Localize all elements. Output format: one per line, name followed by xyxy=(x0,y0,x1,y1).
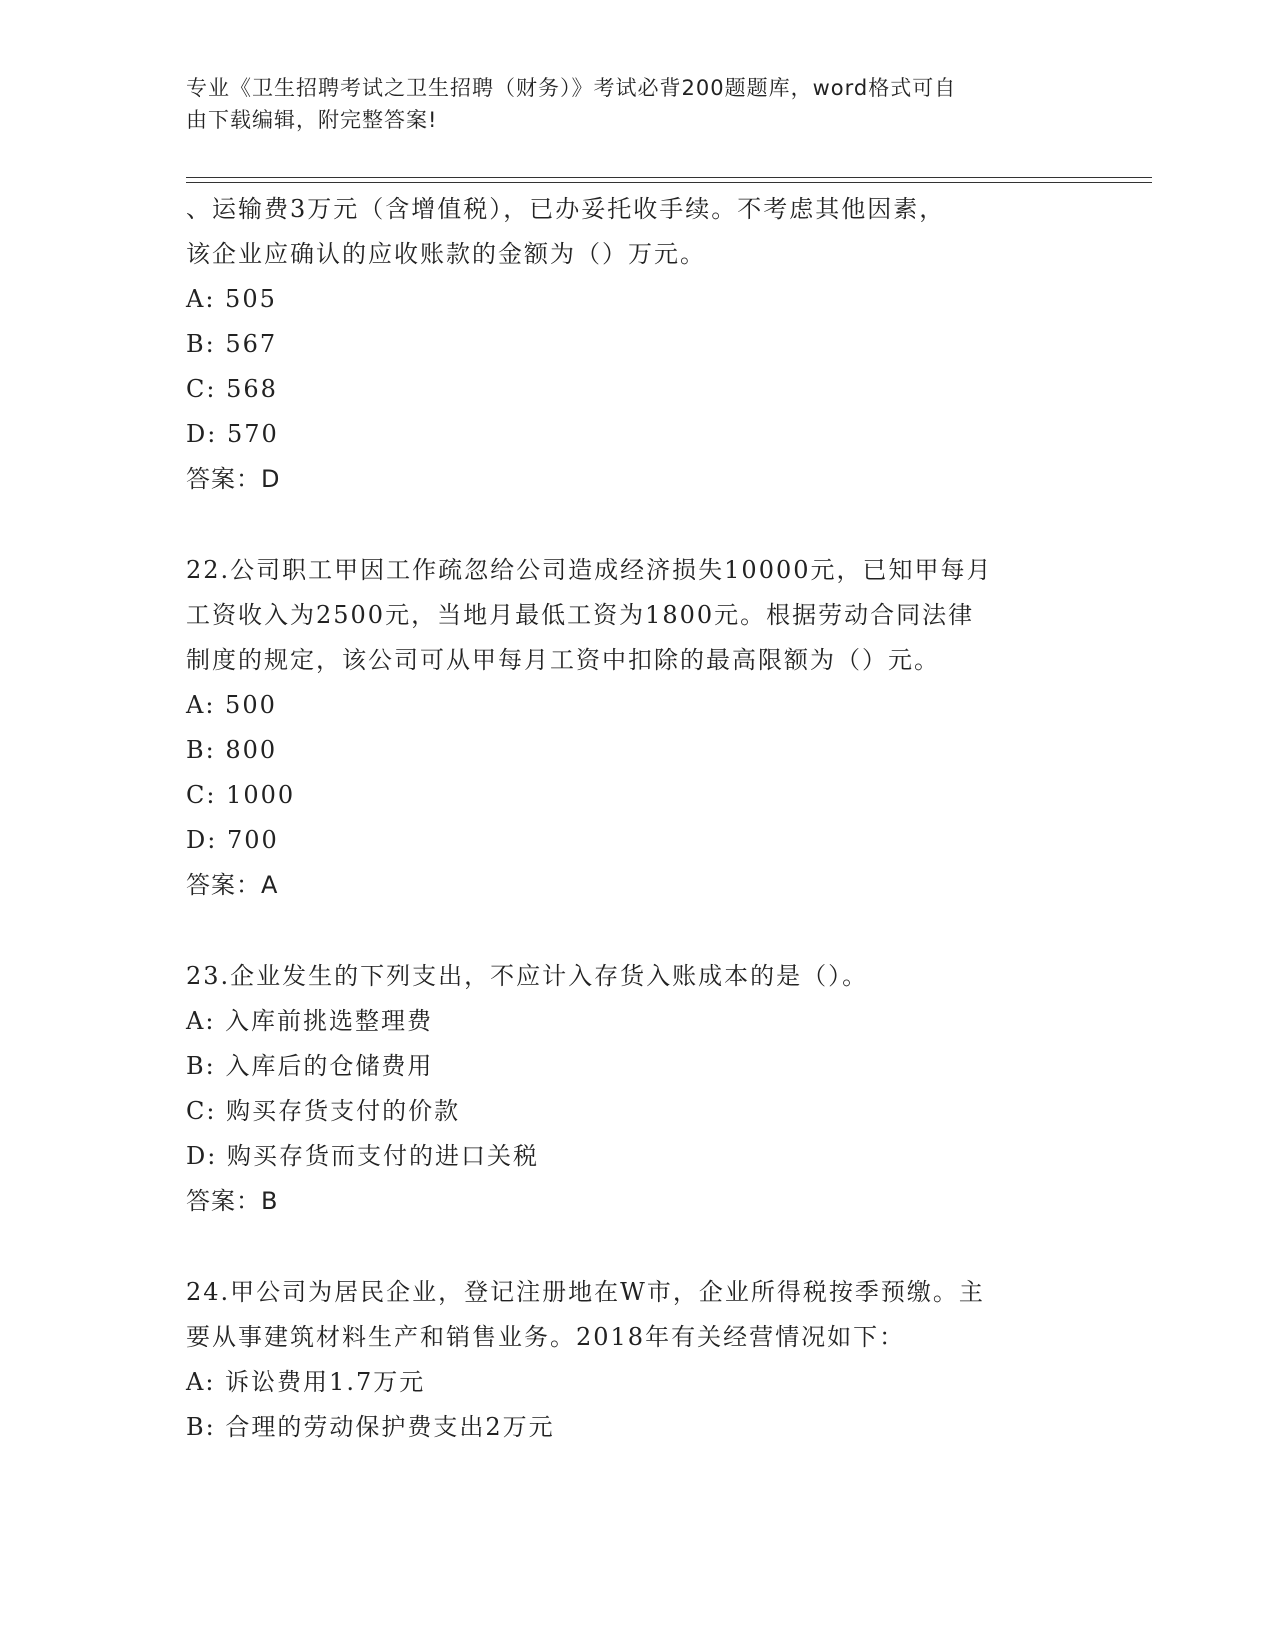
question-24 xyxy=(186,1270,1086,1450)
question-22-option-b: B: 800 xyxy=(186,736,278,764)
question-24-option-a: A: 诉讼费用1.7万元 xyxy=(186,1368,426,1396)
question-22-option-a: A: 500 xyxy=(186,691,277,719)
question-21-text-line-1: 、运输费3万元（含增值税），已办妥托收手续。不考虑其他因素， xyxy=(186,195,946,223)
question-21-option-c: C: 568 xyxy=(186,375,278,403)
question-22-text-line-3: 制度的规定，该公司可从甲每月工资中扣除的最高限额为（）元。 xyxy=(186,646,940,674)
document-header xyxy=(186,72,1066,136)
question-21-option-a: A: 505 xyxy=(186,285,277,313)
question-22-text-line-1: 22.公司职工甲因工作疏忽给公司造成经济损失10000元，已知甲每月 xyxy=(186,556,993,584)
header-line-2: 由下载编辑，附完整答案! xyxy=(186,108,438,132)
question-23-option-a: A: 入库前挑选整理费 xyxy=(186,1007,434,1035)
question-22-answer: 答案：A xyxy=(186,871,279,899)
question-24-text-line-2: 要从事建筑材料生产和销售业务。2018年有关经营情况如下： xyxy=(186,1323,906,1351)
question-21-text-line-2: 该企业应确认的应收账款的金额为（）万元。 xyxy=(186,240,706,268)
question-22-option-c: C: 1000 xyxy=(186,781,296,809)
header-rule-bottom xyxy=(186,182,1152,183)
question-21 xyxy=(186,187,1086,501)
question-23-option-c: C: 购买存货支付的价款 xyxy=(186,1097,461,1125)
question-23-option-d: D: 购买存货而支付的进口关税 xyxy=(186,1142,539,1170)
question-24-text-line-1: 24.甲公司为居民企业，登记注册地在W市，企业所得税按季预缴。主 xyxy=(186,1278,985,1306)
question-23-text-line-1: 23.企业发生的下列支出，不应计入存货入账成本的是（）。 xyxy=(186,962,869,990)
question-21-answer: 答案：D xyxy=(186,465,281,493)
question-21-option-b: B: 567 xyxy=(186,330,278,358)
document-body xyxy=(186,187,1086,1450)
spacer xyxy=(186,907,1086,954)
question-23-option-b: B: 入库后的仓储费用 xyxy=(186,1052,434,1080)
question-23-answer: 答案：B xyxy=(186,1187,279,1215)
question-23 xyxy=(186,954,1086,1223)
spacer xyxy=(186,501,1086,548)
question-22-option-d: D: 700 xyxy=(186,826,279,854)
header-rule-top xyxy=(186,177,1152,178)
question-21-option-d: D: 570 xyxy=(186,420,279,448)
question-22-text-line-2: 工资收入为2500元，当地月最低工资为1800元。根据劳动合同法律 xyxy=(186,601,975,629)
header-line-1: 专业《卫生招聘考试之卫生招聘（财务）》考试必背200题题库，word格式可自 xyxy=(186,76,957,100)
question-22 xyxy=(186,548,1086,907)
spacer xyxy=(186,1223,1086,1270)
question-24-option-b: B: 合理的劳动保护费支出2万元 xyxy=(186,1413,555,1441)
